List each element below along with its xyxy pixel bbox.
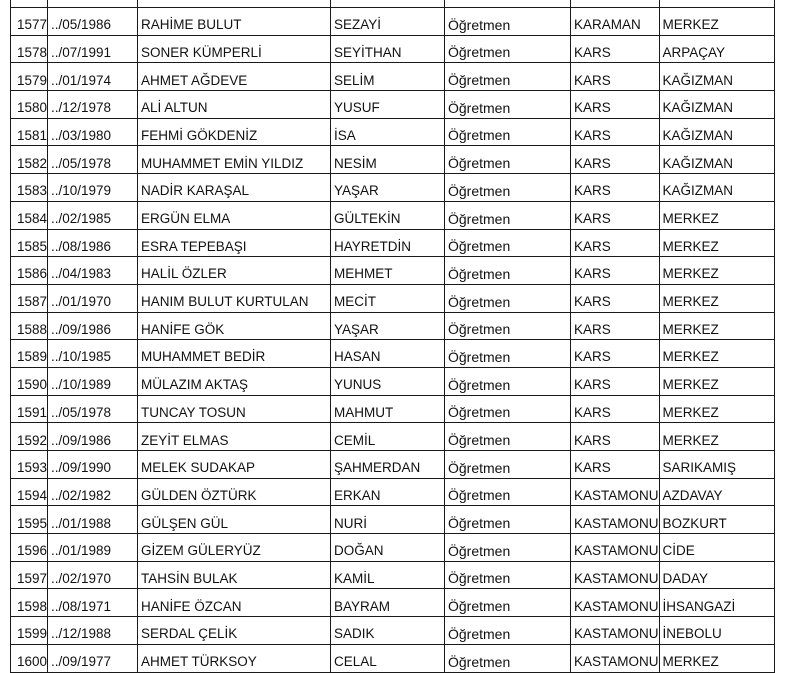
full-name-cell: ALİ ALTUN bbox=[138, 91, 331, 119]
full-name-cell: TUNCAY TOSUN bbox=[138, 395, 331, 423]
birth-date-cell: ../09/1977 bbox=[48, 644, 138, 672]
father-name-cell: YUNUS bbox=[331, 367, 445, 395]
row-number-cell: 1579 bbox=[11, 63, 48, 91]
cut-off-cell bbox=[138, 0, 331, 8]
province-cell: KARS bbox=[571, 312, 660, 340]
row-number-cell: 1598 bbox=[11, 589, 48, 617]
father-name-cell: SADIK bbox=[331, 617, 445, 645]
birth-date-cell: ../09/1990 bbox=[48, 451, 138, 479]
province-cell: KARS bbox=[571, 395, 660, 423]
father-name-cell: KAMİL bbox=[331, 561, 445, 589]
profession-cell: Öğretmen bbox=[445, 617, 571, 645]
province-cell: KARS bbox=[571, 367, 660, 395]
birth-date-cell: ../08/1986 bbox=[48, 229, 138, 257]
row-number-cell: 1594 bbox=[11, 478, 48, 506]
district-cell: MERKEZ bbox=[659, 229, 774, 257]
profession-cell: Öğretmen bbox=[445, 91, 571, 119]
profession-cell: Öğretmen bbox=[445, 201, 571, 229]
district-cell: AZDAVAY bbox=[659, 478, 774, 506]
father-name-cell: SEZAYİ bbox=[331, 8, 445, 36]
birth-date-cell: ../01/1970 bbox=[48, 284, 138, 312]
row-number-cell: 1592 bbox=[11, 423, 48, 451]
province-cell: KARS bbox=[571, 340, 660, 368]
full-name-cell: ZEYİT ELMAS bbox=[138, 423, 331, 451]
birth-date-cell: ../01/1974 bbox=[48, 63, 138, 91]
birth-date-cell: ../10/1979 bbox=[48, 174, 138, 202]
row-number-cell: 1577 bbox=[11, 8, 48, 36]
district-cell: KAĞIZMAN bbox=[659, 118, 774, 146]
full-name-cell: HALİL ÖZLER bbox=[138, 257, 331, 285]
birth-date-cell: ../01/1988 bbox=[48, 506, 138, 534]
father-name-cell: NESİM bbox=[331, 146, 445, 174]
table-row bbox=[11, 644, 775, 672]
row-number-cell: 1580 bbox=[11, 91, 48, 119]
father-name-cell: YAŞAR bbox=[331, 312, 445, 340]
district-cell: ARPAÇAY bbox=[659, 35, 774, 63]
district-cell: KAĞIZMAN bbox=[659, 63, 774, 91]
profession-cell: Öğretmen bbox=[445, 506, 571, 534]
cut-off-cell bbox=[48, 0, 138, 8]
birth-date-cell: ../01/1989 bbox=[48, 534, 138, 562]
row-number-cell: 1584 bbox=[11, 201, 48, 229]
row-number-cell: 1597 bbox=[11, 561, 48, 589]
full-name-cell: FEHMİ GÖKDENİZ bbox=[138, 118, 331, 146]
district-cell: MERKEZ bbox=[659, 201, 774, 229]
father-name-cell: CEMİL bbox=[331, 423, 445, 451]
birth-date-cell: ../12/1978 bbox=[48, 91, 138, 119]
district-cell: MERKEZ bbox=[659, 395, 774, 423]
table-row bbox=[11, 534, 775, 562]
district-cell: SARIKAMIŞ bbox=[659, 451, 774, 479]
table-row bbox=[11, 395, 775, 423]
father-name-cell: CELAL bbox=[331, 644, 445, 672]
row-number-cell: 1583 bbox=[11, 174, 48, 202]
full-name-cell: SONER KÜMPERLİ bbox=[138, 35, 331, 63]
birth-date-cell: ../10/1989 bbox=[48, 367, 138, 395]
father-name-cell: HAYRETDİN bbox=[331, 229, 445, 257]
cut-off-cell bbox=[659, 0, 774, 8]
table-row bbox=[11, 589, 775, 617]
full-name-cell: GİZEM GÜLERYÜZ bbox=[138, 534, 331, 562]
full-name-cell: HANİFE ÖZCAN bbox=[138, 589, 331, 617]
province-cell: KARS bbox=[571, 146, 660, 174]
father-name-cell: MEHMET bbox=[331, 257, 445, 285]
district-cell: İHSANGAZİ bbox=[659, 589, 774, 617]
table-row bbox=[11, 340, 775, 368]
profession-cell: Öğretmen bbox=[445, 423, 571, 451]
table-row bbox=[11, 367, 775, 395]
father-name-cell: MAHMUT bbox=[331, 395, 445, 423]
profession-cell: Öğretmen bbox=[445, 229, 571, 257]
father-name-cell: DOĞAN bbox=[331, 534, 445, 562]
full-name-cell: ERGÜN ELMA bbox=[138, 201, 331, 229]
province-cell: KASTAMONU bbox=[571, 506, 660, 534]
full-name-cell: MUHAMMET BEDİR bbox=[138, 340, 331, 368]
district-cell: MERKEZ bbox=[659, 367, 774, 395]
province-cell: KARS bbox=[571, 423, 660, 451]
row-number-cell: 1586 bbox=[11, 257, 48, 285]
table-row bbox=[11, 8, 775, 36]
birth-date-cell: ../04/1983 bbox=[48, 257, 138, 285]
table-row bbox=[11, 478, 775, 506]
full-name-cell: GÜLŞEN GÜL bbox=[138, 506, 331, 534]
row-number-cell: 1596 bbox=[11, 534, 48, 562]
roster-body bbox=[11, 0, 775, 672]
district-cell: CİDE bbox=[659, 534, 774, 562]
cut-off-cell bbox=[445, 0, 571, 8]
district-cell: MERKEZ bbox=[659, 257, 774, 285]
table-row bbox=[11, 451, 775, 479]
province-cell: KARS bbox=[571, 257, 660, 285]
profession-cell: Öğretmen bbox=[445, 284, 571, 312]
province-cell: KARS bbox=[571, 229, 660, 257]
district-cell: MERKEZ bbox=[659, 284, 774, 312]
profession-cell: Öğretmen bbox=[445, 561, 571, 589]
profession-cell: Öğretmen bbox=[445, 8, 571, 36]
birth-date-cell: ../09/1986 bbox=[48, 423, 138, 451]
father-name-cell: NURİ bbox=[331, 506, 445, 534]
profession-cell: Öğretmen bbox=[445, 312, 571, 340]
profession-cell: Öğretmen bbox=[445, 589, 571, 617]
father-name-cell: SELİM bbox=[331, 63, 445, 91]
father-name-cell: İSA bbox=[331, 118, 445, 146]
province-cell: KASTAMONU bbox=[571, 561, 660, 589]
birth-date-cell: ../12/1988 bbox=[48, 617, 138, 645]
profession-cell: Öğretmen bbox=[445, 451, 571, 479]
profession-cell: Öğretmen bbox=[445, 340, 571, 368]
profession-cell: Öğretmen bbox=[445, 35, 571, 63]
province-cell: KASTAMONU bbox=[571, 617, 660, 645]
full-name-cell: GÜLDEN ÖZTÜRK bbox=[138, 478, 331, 506]
district-cell: MERKEZ bbox=[659, 644, 774, 672]
table-row bbox=[11, 423, 775, 451]
row-number-cell: 1591 bbox=[11, 395, 48, 423]
birth-date-cell: ../08/1971 bbox=[48, 589, 138, 617]
birth-date-cell: ../07/1991 bbox=[48, 35, 138, 63]
province-cell: KARS bbox=[571, 63, 660, 91]
row-number-cell: 1595 bbox=[11, 506, 48, 534]
row-number-cell: 1590 bbox=[11, 367, 48, 395]
district-cell: İNEBOLU bbox=[659, 617, 774, 645]
province-cell: KARS bbox=[571, 201, 660, 229]
father-name-cell: MECİT bbox=[331, 284, 445, 312]
district-cell: BOZKURT bbox=[659, 506, 774, 534]
full-name-cell: MÜLAZIM AKTAŞ bbox=[138, 367, 331, 395]
full-name-cell: TAHSİN BULAK bbox=[138, 561, 331, 589]
full-name-cell: SERDAL ÇELİK bbox=[138, 617, 331, 645]
full-name-cell: MUHAMMET EMİN YILDIZ bbox=[138, 146, 331, 174]
district-cell: MERKEZ bbox=[659, 312, 774, 340]
profession-cell: Öğretmen bbox=[445, 118, 571, 146]
district-cell: MERKEZ bbox=[659, 340, 774, 368]
table-row bbox=[11, 63, 775, 91]
table-row bbox=[11, 617, 775, 645]
cut-off-cell bbox=[331, 0, 445, 8]
cut-off-top-row bbox=[11, 0, 775, 8]
birth-date-cell: ../02/1985 bbox=[48, 201, 138, 229]
full-name-cell: AHMET AĞDEVE bbox=[138, 63, 331, 91]
profession-cell: Öğretmen bbox=[445, 367, 571, 395]
father-name-cell: YAŞAR bbox=[331, 174, 445, 202]
province-cell: KARAMAN bbox=[571, 8, 660, 36]
province-cell: KASTAMONU bbox=[571, 478, 660, 506]
birth-date-cell: ../10/1985 bbox=[48, 340, 138, 368]
father-name-cell: YUSUF bbox=[331, 91, 445, 119]
profession-cell: Öğretmen bbox=[445, 146, 571, 174]
row-number-cell: 1582 bbox=[11, 146, 48, 174]
table-row bbox=[11, 146, 775, 174]
table-row bbox=[11, 201, 775, 229]
full-name-cell: HANIM BULUT KURTULAN bbox=[138, 284, 331, 312]
profession-cell: Öğretmen bbox=[445, 534, 571, 562]
row-number-cell: 1589 bbox=[11, 340, 48, 368]
row-number-cell: 1593 bbox=[11, 451, 48, 479]
cut-off-cell bbox=[11, 0, 48, 8]
table-row bbox=[11, 506, 775, 534]
province-cell: KASTAMONU bbox=[571, 589, 660, 617]
birth-date-cell: ../05/1978 bbox=[48, 395, 138, 423]
profession-cell: Öğretmen bbox=[445, 478, 571, 506]
table-row bbox=[11, 35, 775, 63]
province-cell: KARS bbox=[571, 174, 660, 202]
teacher-roster-table bbox=[10, 0, 775, 673]
full-name-cell: RAHİME BULUT bbox=[138, 8, 331, 36]
district-cell: KAĞIZMAN bbox=[659, 174, 774, 202]
birth-date-cell: ../02/1970 bbox=[48, 561, 138, 589]
district-cell: KAĞIZMAN bbox=[659, 146, 774, 174]
full-name-cell: ESRA TEPEBAŞI bbox=[138, 229, 331, 257]
district-cell: MERKEZ bbox=[659, 423, 774, 451]
profession-cell: Öğretmen bbox=[445, 395, 571, 423]
table-row bbox=[11, 561, 775, 589]
row-number-cell: 1588 bbox=[11, 312, 48, 340]
father-name-cell: SEYİTHAN bbox=[331, 35, 445, 63]
table-row bbox=[11, 257, 775, 285]
row-number-cell: 1581 bbox=[11, 118, 48, 146]
province-cell: KASTAMONU bbox=[571, 534, 660, 562]
district-cell: KAĞIZMAN bbox=[659, 91, 774, 119]
full-name-cell: MELEK SUDAKAP bbox=[138, 451, 331, 479]
cut-off-cell bbox=[571, 0, 660, 8]
table-row bbox=[11, 174, 775, 202]
birth-date-cell: ../05/1978 bbox=[48, 146, 138, 174]
row-number-cell: 1600 bbox=[11, 644, 48, 672]
father-name-cell: ERKAN bbox=[331, 478, 445, 506]
district-cell: DADAY bbox=[659, 561, 774, 589]
profession-cell: Öğretmen bbox=[445, 644, 571, 672]
birth-date-cell: ../02/1982 bbox=[48, 478, 138, 506]
table-row bbox=[11, 229, 775, 257]
birth-date-cell: ../05/1986 bbox=[48, 8, 138, 36]
province-cell: KARS bbox=[571, 451, 660, 479]
father-name-cell: BAYRAM bbox=[331, 589, 445, 617]
district-cell: MERKEZ bbox=[659, 8, 774, 36]
province-cell: KARS bbox=[571, 118, 660, 146]
full-name-cell: HANİFE GÖK bbox=[138, 312, 331, 340]
father-name-cell: HASAN bbox=[331, 340, 445, 368]
table-row bbox=[11, 91, 775, 119]
father-name-cell: ŞAHMERDAN bbox=[331, 451, 445, 479]
row-number-cell: 1599 bbox=[11, 617, 48, 645]
birth-date-cell: ../03/1980 bbox=[48, 118, 138, 146]
table-row bbox=[11, 312, 775, 340]
birth-date-cell: ../09/1986 bbox=[48, 312, 138, 340]
table-row bbox=[11, 284, 775, 312]
row-number-cell: 1585 bbox=[11, 229, 48, 257]
father-name-cell: GÜLTEKİN bbox=[331, 201, 445, 229]
profession-cell: Öğretmen bbox=[445, 174, 571, 202]
row-number-cell: 1587 bbox=[11, 284, 48, 312]
province-cell: KARS bbox=[571, 91, 660, 119]
province-cell: KARS bbox=[571, 35, 660, 63]
profession-cell: Öğretmen bbox=[445, 257, 571, 285]
full-name-cell: AHMET TÜRKSOY bbox=[138, 644, 331, 672]
row-number-cell: 1578 bbox=[11, 35, 48, 63]
full-name-cell: NADİR KARAŞAL bbox=[138, 174, 331, 202]
province-cell: KARS bbox=[571, 284, 660, 312]
province-cell: KASTAMONU bbox=[571, 644, 660, 672]
profession-cell: Öğretmen bbox=[445, 63, 571, 91]
table-row bbox=[11, 118, 775, 146]
